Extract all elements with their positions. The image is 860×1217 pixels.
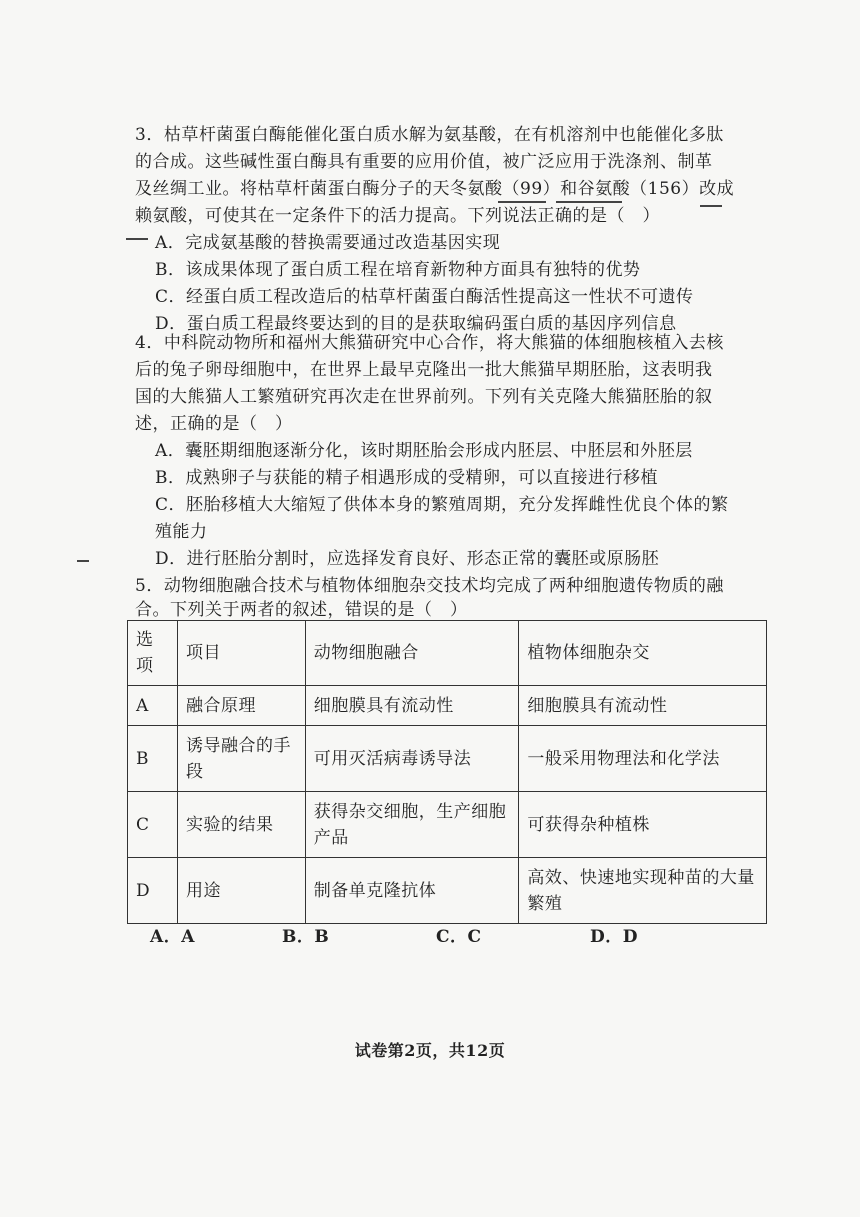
q4-option-a: A．囊胚期细胞逐渐分化，该时期胚胎会形成内胚层、中胚层和外胚层: [155, 441, 693, 461]
q5-options-table: [127, 620, 767, 924]
answer-choice-a: A．A: [150, 927, 195, 947]
q5-stem-line-2: 合。下列关于两者的叙述，错误的是（ ）: [135, 600, 468, 620]
pen-underline-mark: [498, 201, 546, 203]
q3-option-d: D．蛋白质工程最终要达到的目的是获取编码蛋白质的基因序列信息: [155, 314, 677, 334]
table-header-cell: 项目: [177, 621, 305, 686]
table-cell: 融合原理: [177, 686, 305, 726]
q3-stem-line-4: 赖氨酸，可使其在一定条件下的活力提高。下列说法正确的是（ ）: [135, 206, 660, 226]
q4-option-c: C．胚胎移植大大缩短了供体本身的繁殖周期，充分发挥雌性优良个体的繁: [155, 495, 729, 515]
pen-dash-mark: [700, 205, 722, 207]
q3-stem-line-3: 及丝绸工业。将枯草杆菌蛋白酶分子的天冬氨酸（99）和谷氨酸（156）改成: [135, 179, 735, 199]
table-cell: 一般采用物理法和化学法: [519, 726, 767, 792]
table-cell: 细胞膜具有流动性: [305, 686, 519, 726]
table-cell: 可获得杂种植株: [519, 792, 767, 858]
q4-option-d: D．进行胚胎分割时，应选择发育良好、形态正常的囊胚或原肠胚: [155, 549, 660, 569]
q3-option-c: C．经蛋白质工程改造后的枯草杆菌蛋白酶活性提高这一性状不可遗传: [155, 287, 694, 307]
q3-option-b: B．该成果体现了蛋白质工程在培育新物种方面具有独特的优势: [155, 260, 641, 280]
table-cell: 制备单克隆抗体: [305, 858, 519, 924]
q4-option-c-cont: 殖能力: [155, 522, 208, 542]
table-header-cell: 植物体细胞杂交: [519, 621, 767, 686]
table-row: [128, 726, 767, 792]
table-cell: 可用灭活病毒诱导法: [305, 726, 519, 792]
q3-stem-line-2: 的合成。这些碱性蛋白酶具有重要的应用价值，被广泛应用于洗涤剂、制革: [135, 152, 713, 172]
q4-stem-line-1: 4．中科院动物所和福州大熊猫研究中心合作，将大熊猫的体细胞核植入去核: [135, 333, 724, 353]
table-header-cell: 动物细胞融合: [305, 621, 519, 686]
table-cell: C: [128, 792, 178, 858]
q4-option-b: B．成熟卵子与获能的精子相遇形成的受精卵，可以直接进行移植: [155, 468, 658, 488]
page-footer: 试卷第2页，共12页: [354, 1041, 506, 1060]
table-cell: D: [128, 858, 178, 924]
answer-choice-d: D．D: [590, 927, 638, 947]
table-row: [128, 858, 767, 924]
table-cell: 实验的结果: [177, 792, 305, 858]
table-cell: 高效、快速地实现种苗的大量繁殖: [519, 858, 767, 924]
table-header-cell: 选项: [128, 621, 178, 686]
table-cell: 用途: [177, 858, 305, 924]
table-cell: 获得杂交细胞，生产细胞产品: [305, 792, 519, 858]
q5-stem-line-1: 5．动物细胞融合技术与植物体细胞杂交技术均完成了两种细胞遗传物质的融: [135, 576, 724, 596]
pen-dash-mark: [126, 238, 148, 240]
answer-choice-b: B．B: [282, 927, 330, 947]
table-cell: 细胞膜具有流动性: [519, 686, 767, 726]
q4-stem-line-4: 述，正确的是（ ）: [135, 414, 293, 434]
q4-stem-line-2: 后的兔子卵母细胞中，在世界上最早克隆出一批大熊猫早期胚胎，这表明我: [135, 360, 713, 380]
pen-dash-mark: [77, 560, 89, 562]
table-cell: B: [128, 726, 178, 792]
answer-choice-c: C．C: [436, 927, 482, 947]
q4-stem-line-3: 国的大熊猫人工繁殖研究再次走在世界前列。下列有关克隆大熊猫胚胎的叙: [135, 387, 713, 407]
q3-stem-line-1: 3．枯草杆菌蛋白酶能催化蛋白质水解为氨基酸，在有机溶剂中也能催化多肽: [135, 125, 724, 145]
pen-underline-mark: [556, 201, 622, 203]
table-header-row: [128, 621, 767, 686]
table-row: [128, 686, 767, 726]
table-row: [128, 792, 767, 858]
q3-option-a: A．完成氨基酸的替换需要通过改造基因实现: [155, 233, 501, 253]
table-cell: 诱导融合的手段: [177, 726, 305, 792]
table-cell: A: [128, 686, 178, 726]
